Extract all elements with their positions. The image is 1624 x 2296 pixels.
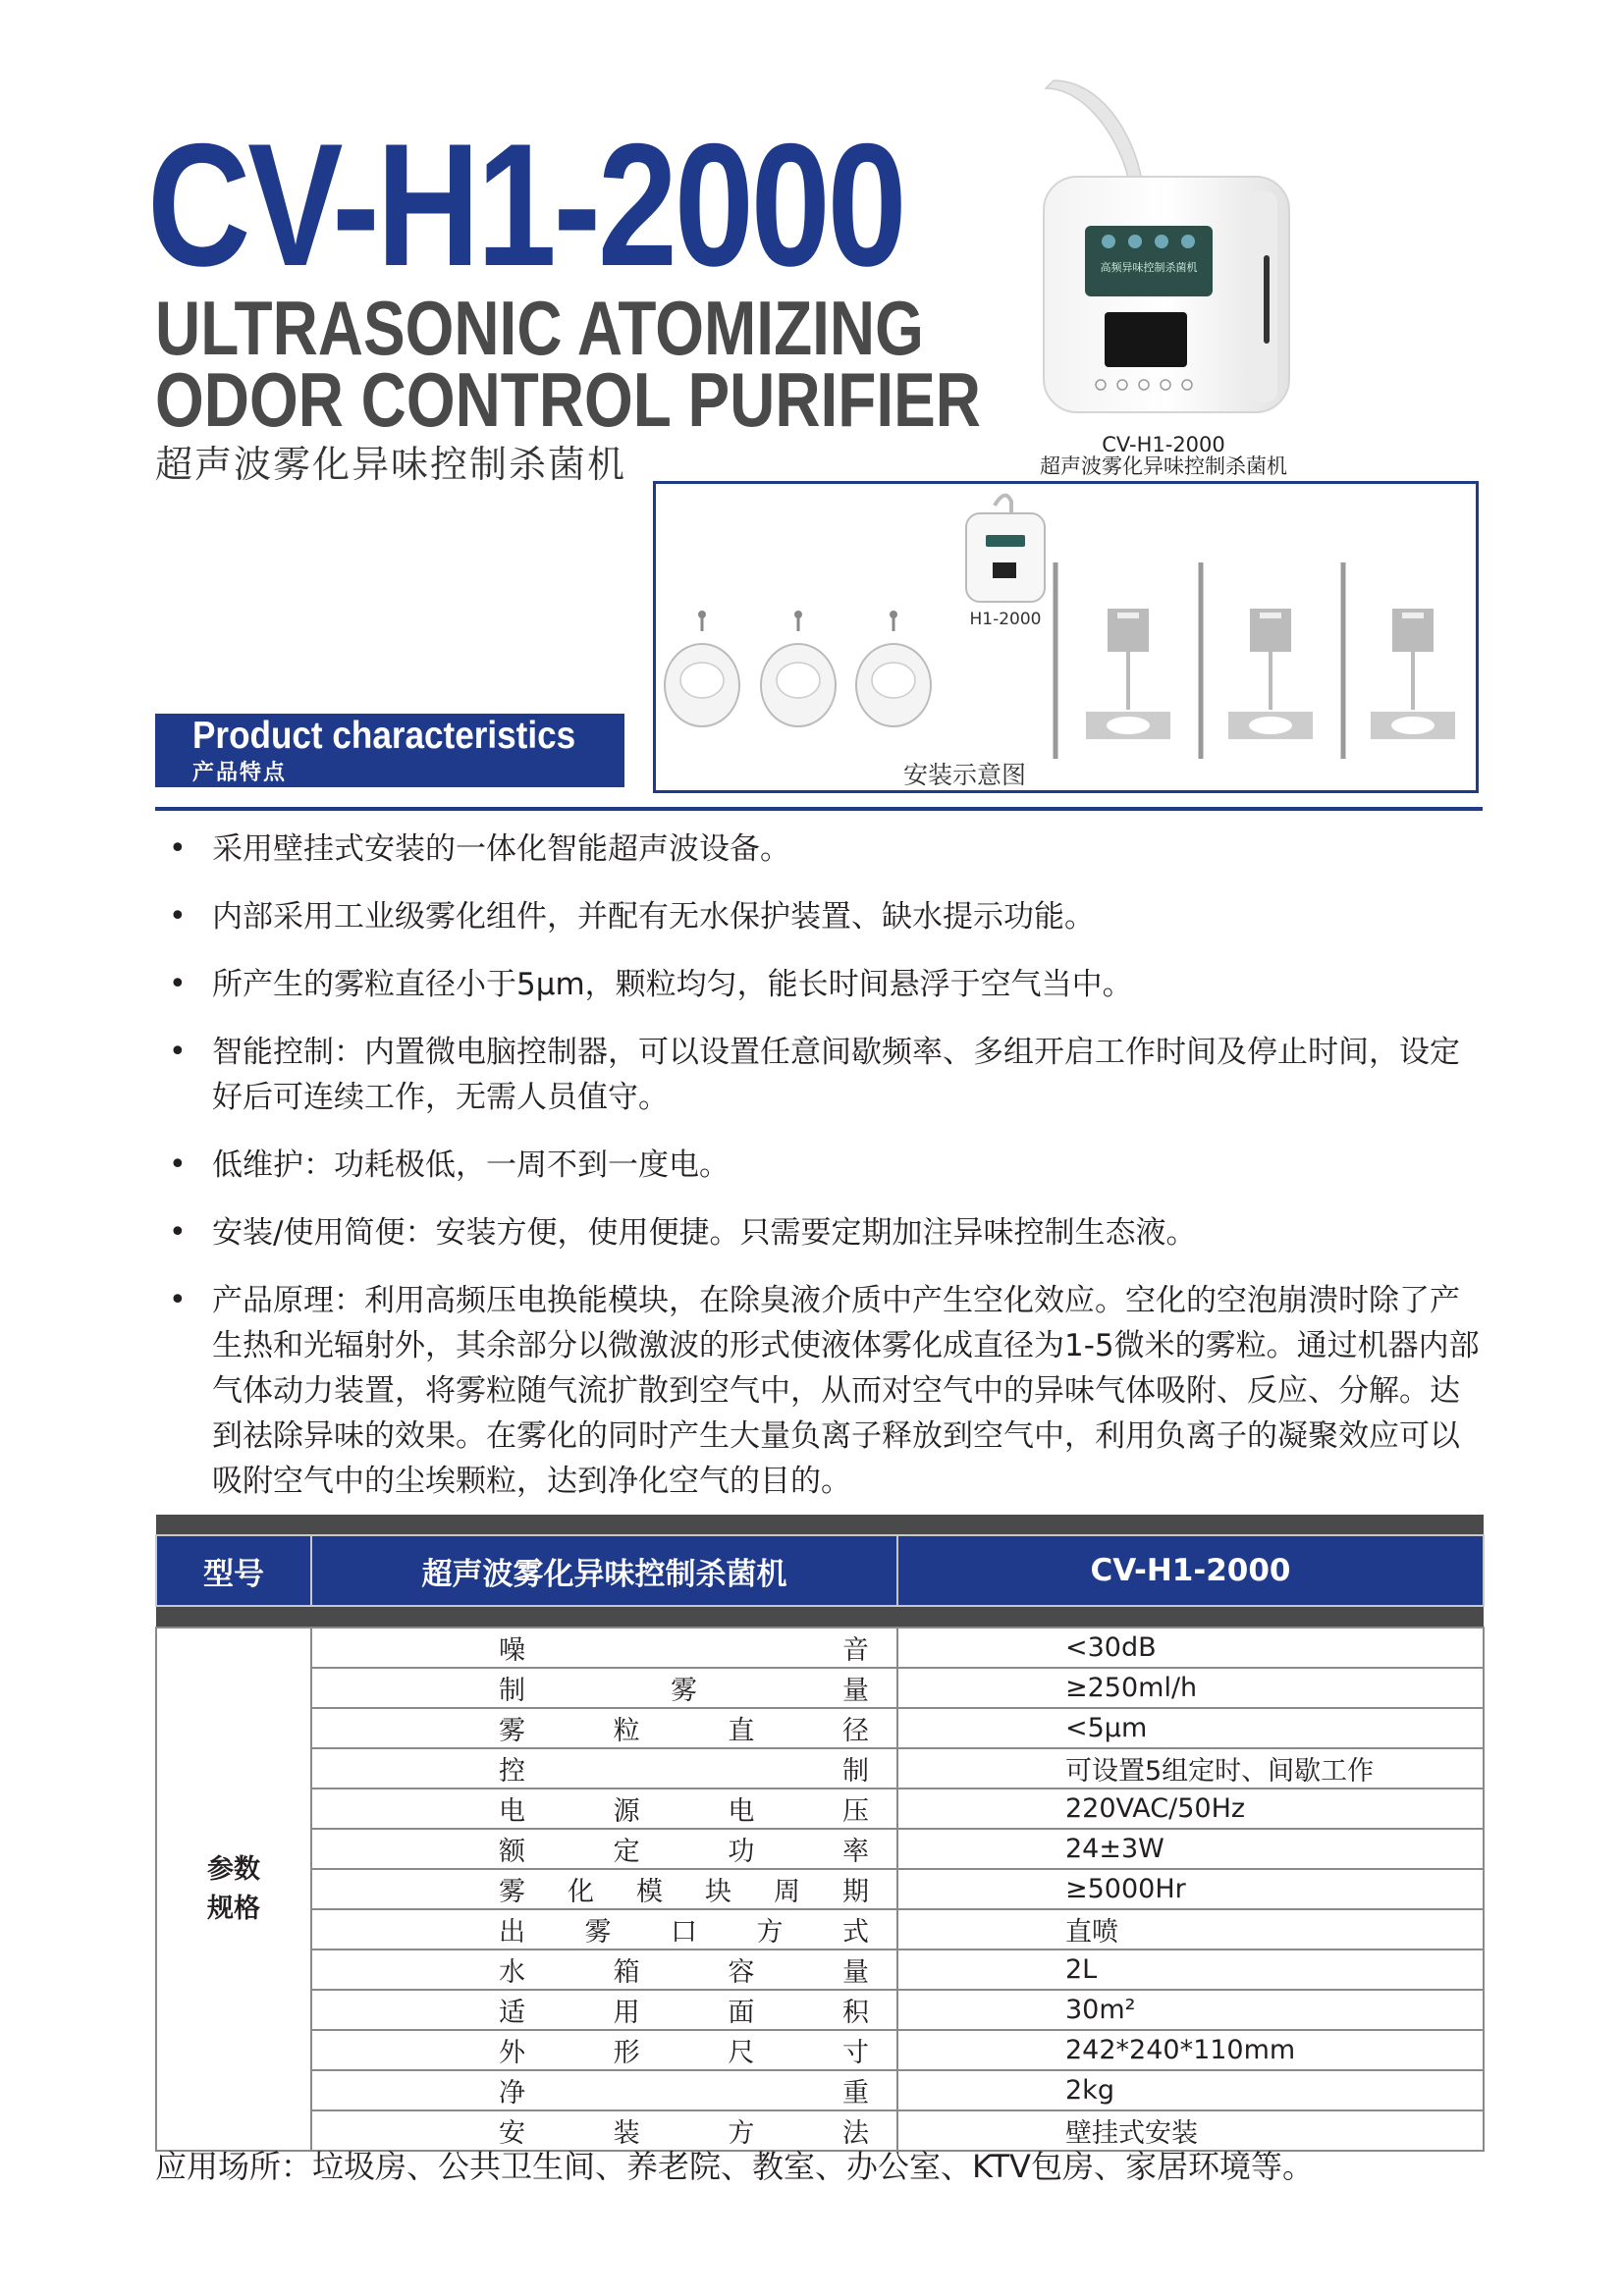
- feature-item: • 采用壁挂式安装的一体化智能超声波设备。: [165, 827, 1481, 872]
- product-caption-name: 超声波雾化异味控制杀菌机: [1040, 454, 1287, 478]
- purifier-device-icon: [966, 496, 1045, 602]
- table-row: [156, 1748, 1484, 1789]
- spec-label: 雾粒直径: [311, 1708, 897, 1748]
- subtitle-line-2: ODOR CONTROL PURIFIER: [155, 356, 981, 443]
- spec-value: 220VAC/50Hz: [897, 1789, 1484, 1829]
- table-header-row: [156, 1535, 1484, 1606]
- table-mid-band: [156, 1606, 1484, 1628]
- section-divider: [155, 807, 1483, 811]
- spec-value: 2kg: [897, 2070, 1484, 2110]
- spec-value: <5μm: [897, 1708, 1484, 1748]
- spec-label: 雾化模块周期: [311, 1869, 897, 1909]
- device-panel-text: 高频异味控制杀菌机: [1100, 261, 1198, 274]
- feature-item: • 所产生的雾粒直径小于5μm，颗粒均匀，能长时间悬浮于空气当中。: [165, 962, 1481, 1007]
- table-row: [156, 2030, 1484, 2070]
- spec-value: 壁挂式安装: [897, 2110, 1484, 2151]
- table-row: [156, 1668, 1484, 1708]
- table-top-band: [156, 1515, 1484, 1535]
- spec-label: 水箱容量: [311, 1949, 897, 1990]
- installation-caption: 安装示意图: [903, 761, 1027, 789]
- table-row: [156, 1708, 1484, 1748]
- spec-value: 242*240*110mm: [897, 2030, 1484, 2070]
- urinal-icon: [761, 611, 836, 726]
- installation-diagram: [653, 481, 1479, 793]
- squat-toilet-icon: [1086, 609, 1170, 739]
- spec-value: ≥5000Hr: [897, 1869, 1484, 1909]
- spec-label: 额定功率: [311, 1829, 897, 1869]
- header-cell-model: 型号: [156, 1535, 311, 1606]
- application-scenarios: 应用场所：垃圾房、公共卫生间、养老院、教室、办公室、KTV包房、家居环境等。: [155, 2148, 1314, 2185]
- table-row: [156, 1829, 1484, 1869]
- feature-item: • 内部采用工业级雾化组件，并配有无水保护装置、缺水提示功能。: [165, 894, 1481, 939]
- spec-label: 噪音: [311, 1628, 897, 1668]
- spec-value: <30dB: [897, 1628, 1484, 1668]
- feature-item: • 低维护：功耗极低，一周不到一度电。: [165, 1143, 1481, 1188]
- feature-item: • 产品原理：利用高频压电换能模块，在除臭液介质中产生空化效应。空化的空泡崩溃时除了产生热和光辐射外，其余部分以微激波的形式使液体雾化成直径为1-5微米的雾粒。通过机器内部气体动力装置，将雾粒随气流扩散到空气中，从而对空气中的异味气体吸附、反应、分解。达到祛除异味的效果。在雾化的同时产生大量负离子释放到空气中，利用负离子的凝聚效应可以吸附空气中的尘埃颗粒，达到净化空气的目的。: [165, 1278, 1481, 1504]
- spec-label: 控制: [311, 1748, 897, 1789]
- spec-table: [155, 1515, 1485, 2152]
- params-label-line1: 参数: [207, 1853, 260, 1885]
- spec-label: 制雾量: [311, 1668, 897, 1708]
- section-title-cn: 产品特点: [192, 761, 288, 785]
- table-row: [156, 1789, 1484, 1829]
- params-label-line2: 规格: [207, 1893, 260, 1924]
- spec-label: 电源电压: [311, 1789, 897, 1829]
- spec-value: 直喷: [897, 1909, 1484, 1949]
- spec-label: 出雾口方式: [311, 1909, 897, 1949]
- table-row: [156, 1949, 1484, 1990]
- model-title: CV-H1-2000: [147, 107, 904, 302]
- spec-value: 可设置5组定时、间歇工作: [897, 1748, 1484, 1789]
- product-photo: [1026, 79, 1306, 422]
- header-cell-name: 超声波雾化异味控制杀菌机: [311, 1535, 897, 1606]
- feature-item: • 智能控制：内置微电脑控制器，可以设置任意间歇频率、多组开启工作时间及停止时间，设定好后可连续工作，无需人员值守。: [165, 1030, 1481, 1120]
- table-row: [156, 1909, 1484, 1949]
- device-label: H1-2000: [969, 610, 1042, 629]
- table-row: [156, 1869, 1484, 1909]
- subtitle-line-1: ULTRASONIC ATOMIZING: [155, 285, 924, 371]
- feature-list: [165, 827, 1481, 1526]
- chinese-title: 超声波雾化异味控制杀菌机: [155, 443, 627, 486]
- urinal-icon: [665, 611, 739, 726]
- spec-value: ≥250ml/h: [897, 1668, 1484, 1708]
- spec-label: 外形尺寸: [311, 2030, 897, 2070]
- spec-value: 2L: [897, 1949, 1484, 1990]
- spec-label: 适用面积: [311, 1990, 897, 2030]
- urinal-icon: [856, 611, 931, 726]
- table-row: [156, 1990, 1484, 2030]
- spec-value: 30m²: [897, 1990, 1484, 2030]
- params-group-label: [156, 1628, 311, 2151]
- spec-value: 24±3W: [897, 1829, 1484, 1869]
- header-cell-code: CV-H1-2000: [897, 1535, 1484, 1606]
- table-row: [156, 1628, 1484, 1668]
- squat-toilet-icon: [1228, 609, 1313, 739]
- product-caption-model: CV-H1-2000: [1102, 433, 1225, 456]
- feature-item: • 安装/使用简便：安装方便，使用便捷。只需要定期加注异味控制生态液。: [165, 1210, 1481, 1255]
- table-row: [156, 2070, 1484, 2110]
- spec-label: 净重: [311, 2070, 897, 2110]
- section-title-en: Product characteristics: [192, 715, 576, 757]
- spec-label: 安装方法: [311, 2110, 897, 2151]
- squat-toilet-icon: [1371, 609, 1455, 739]
